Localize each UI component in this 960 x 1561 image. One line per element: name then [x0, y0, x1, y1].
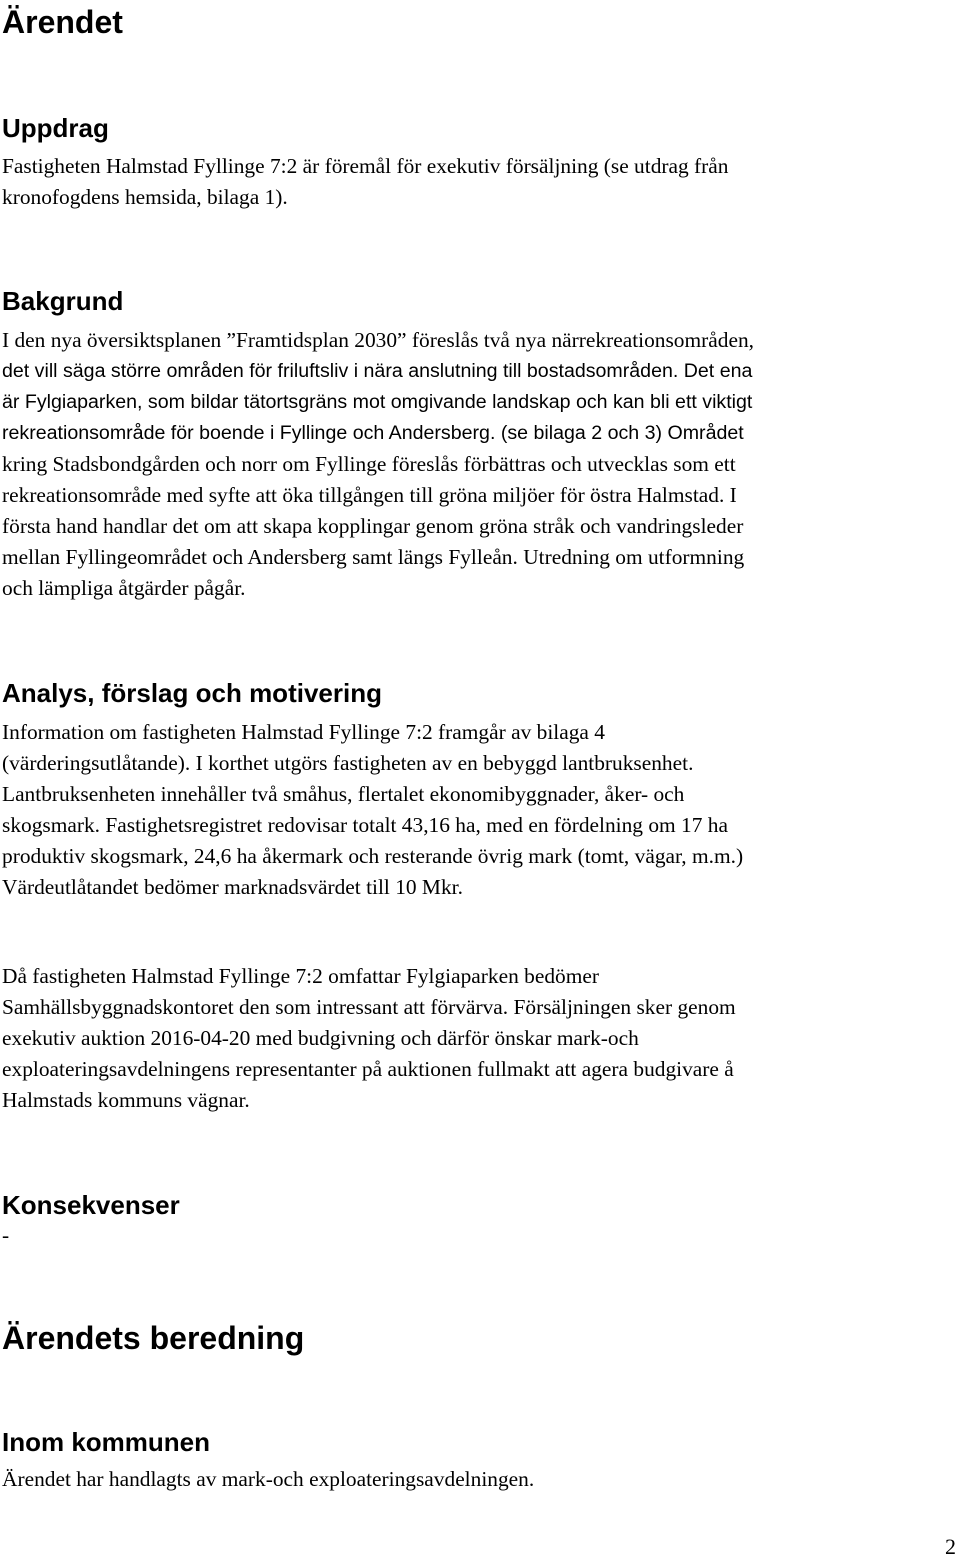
bakgrund-line: rekreationsområde med syfte att öka tillgången till gröna miljöer för östra Halmstad. I	[2, 483, 737, 507]
bakgrund-line: första hand handlar det om att skapa kopplingar genom gröna stråk och vandringsleder	[2, 514, 744, 538]
analys-line: produktiv skogsmark, 24,6 ha åkermark och resterande övrig mark (tomt, vägar, m.m.)	[2, 844, 744, 868]
uppdrag-heading: Uppdrag	[2, 113, 109, 143]
analys-line: Lantbruksenheten innehåller två småhus, flertalet ekonomibyggnader, åker- och	[2, 782, 685, 806]
bakgrund-line: och lämpliga åtgärder pågår.	[2, 576, 246, 600]
bakgrund-line: I den nya översiktsplanen ”Framtidsplan 2030” föreslås två nya närrekreationsområden,	[2, 328, 754, 352]
beredning-title: Ärendets beredning	[2, 1320, 305, 1356]
analys-line: Information om fastigheten Halmstad Fyllinge 7:2 framgår av bilaga 4	[2, 720, 605, 744]
document-title: Ärendet	[2, 4, 123, 40]
beredning-text: Ärendet har handlagts av mark-och exploateringsavdelningen.	[2, 1467, 535, 1491]
inom-kommunen-heading: Inom kommunen	[2, 1427, 211, 1457]
bakgrund-line: kring Stadsbondgården och norr om Fyllinge föreslås förbättras och utvecklas som ett	[2, 452, 736, 476]
analys-heading: Analys, förslag och motivering	[2, 678, 382, 708]
bakgrund-line: det vill säga större områden för friluftsliv i nära anslutning till bostadsområden. Det ena	[2, 360, 753, 382]
analys-line: Då fastigheten Halmstad Fyllinge 7:2 omfattar Fylgiaparken bedömer	[2, 964, 599, 988]
analys-line: exekutiv auktion 2016-04-20 med budgivning och därför önskar mark-och	[2, 1026, 639, 1050]
analys-line: Värdeutlåtandet bedömer marknadsvärdet till 10 Mkr.	[2, 875, 463, 899]
bakgrund-line: mellan Fyllingeområdet och Andersberg samt längs Fylleån. Utredning om utformning	[2, 545, 745, 569]
konsekvenser-heading: Konsekvenser	[2, 1190, 180, 1220]
analys-line: Halmstads kommuns vägnar.	[2, 1088, 250, 1112]
bakgrund-line: är Fylgiaparken, som bildar tätortsgräns mot omgivande landskap och kan bli ett viktigt	[2, 391, 753, 413]
uppdrag-line: kronofogdens hemsida, bilaga 1).	[2, 185, 288, 209]
analys-line: skogsmark. Fastighetsregistret redovisar totalt 43,16 ha, med en fördelning om 17 ha	[2, 813, 728, 837]
bakgrund-heading: Bakgrund	[2, 286, 124, 316]
analys-line: exploateringsavdelningens representanter på auktionen fullmakt att agera budgivare å	[2, 1057, 734, 1081]
analys-line: (värderingsutlåtande). I korthet utgörs fastigheten av en bebyggd lantbruksenhet.	[2, 751, 694, 775]
analys-line: Samhällsbyggnadskontoret den som intressant att förvärva. Försäljningen sker genom	[2, 995, 736, 1019]
bakgrund-line: rekreationsområde för boende i Fyllinge och Andersberg. (se bilaga 2 och 3) Området	[2, 422, 744, 444]
konsekvenser-text: -	[2, 1223, 10, 1247]
page-number: 2	[945, 1534, 956, 1559]
uppdrag-line: Fastigheten Halmstad Fyllinge 7:2 är föremål för exekutiv försäljning (se utdrag från	[2, 154, 729, 178]
